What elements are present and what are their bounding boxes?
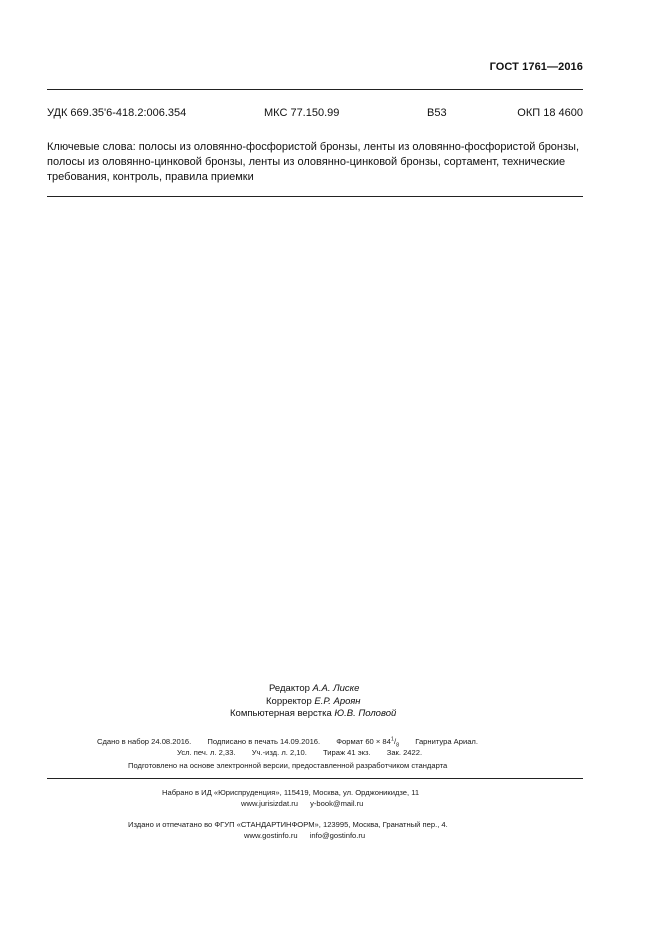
group-code: В53: [427, 107, 447, 119]
order-number: Зак. 2422.: [386, 748, 423, 757]
format-prefix: Формат 60 × 84: [336, 736, 391, 746]
udk-code: УДК 669.35'6-418.2:006.354: [47, 107, 187, 119]
imprint-line-1: [97, 736, 492, 748]
publisher-email-link[interactable]: info@gostinfo.ru: [309, 831, 366, 840]
typeset-email-link[interactable]: y-book@mail.ru: [310, 799, 364, 808]
corrector-label: Корректор: [266, 696, 312, 707]
keywords-paragraph: Ключевые слова: полосы из оловянно-фосфористой бронзы, ленты из оловянно-фосфористой бронзы, полосы из оловянно-цинковой бронзы, ленты из оловянно-цинковой бронзы, сортамент, технические требования, контроль, правила приемки: [47, 141, 580, 183]
editor-name: А.А. Лиске: [312, 683, 360, 694]
publisher-site-link[interactable]: www.gostinfo.ru: [244, 831, 298, 840]
typeface: Гарнитура Ариал.: [415, 736, 478, 746]
layout-name: Ю.В. Половой: [334, 708, 397, 719]
layout-label: Компьютерная верстка: [230, 708, 332, 719]
signed-date: Подписано в печать 14.09.2016.: [207, 736, 321, 746]
typeset-contacts: [241, 799, 373, 808]
format-denominator: 8: [396, 742, 400, 749]
keywords-divider: [47, 196, 583, 197]
editor-credit: [269, 683, 359, 694]
imprint-line-2: [177, 748, 436, 757]
okp-code: ОКП 18 4600: [517, 107, 583, 119]
typeset-note: Набрано в ИД «Юриспруденция», 115419, Москва, ул. Орджоникидзе, 11: [162, 788, 420, 797]
typeset-site-link[interactable]: www.jurisizdat.ru: [241, 799, 298, 808]
pub-sheets: Уч.-изд. л. 2,10.: [251, 748, 307, 757]
top-divider: [47, 89, 583, 90]
corrector-name: Е.Р. Ароян: [314, 696, 361, 707]
prepared-note: Подготовлено на основе электронной версии, предоставленной разработчиком стандарта: [128, 761, 448, 770]
editor-label: Редактор: [269, 683, 310, 694]
print-sheets: Усл. печ. л. 2,33.: [177, 748, 236, 757]
format-numerator: 1: [390, 736, 394, 742]
standard-number: ГОСТ 1761—2016: [489, 61, 583, 73]
imprint-divider: [47, 778, 583, 779]
submitted-date: Сдано в набор 24.08.2016.: [97, 736, 192, 746]
paper-format: Формат $60 \times 84^1/_8$: [336, 736, 400, 749]
corrector-credit: [266, 696, 361, 707]
mks-code: МКС 77.150.99: [264, 107, 340, 119]
circulation: Тираж 41 экз.: [322, 748, 371, 757]
layout-credit: [230, 708, 396, 719]
publisher-contacts: [244, 831, 375, 840]
publisher-note: Издано и отпечатано во ФГУП «СТАНДАРТИНФОРМ», 123995, Москва, Гранатный пер., 4.: [128, 820, 448, 829]
